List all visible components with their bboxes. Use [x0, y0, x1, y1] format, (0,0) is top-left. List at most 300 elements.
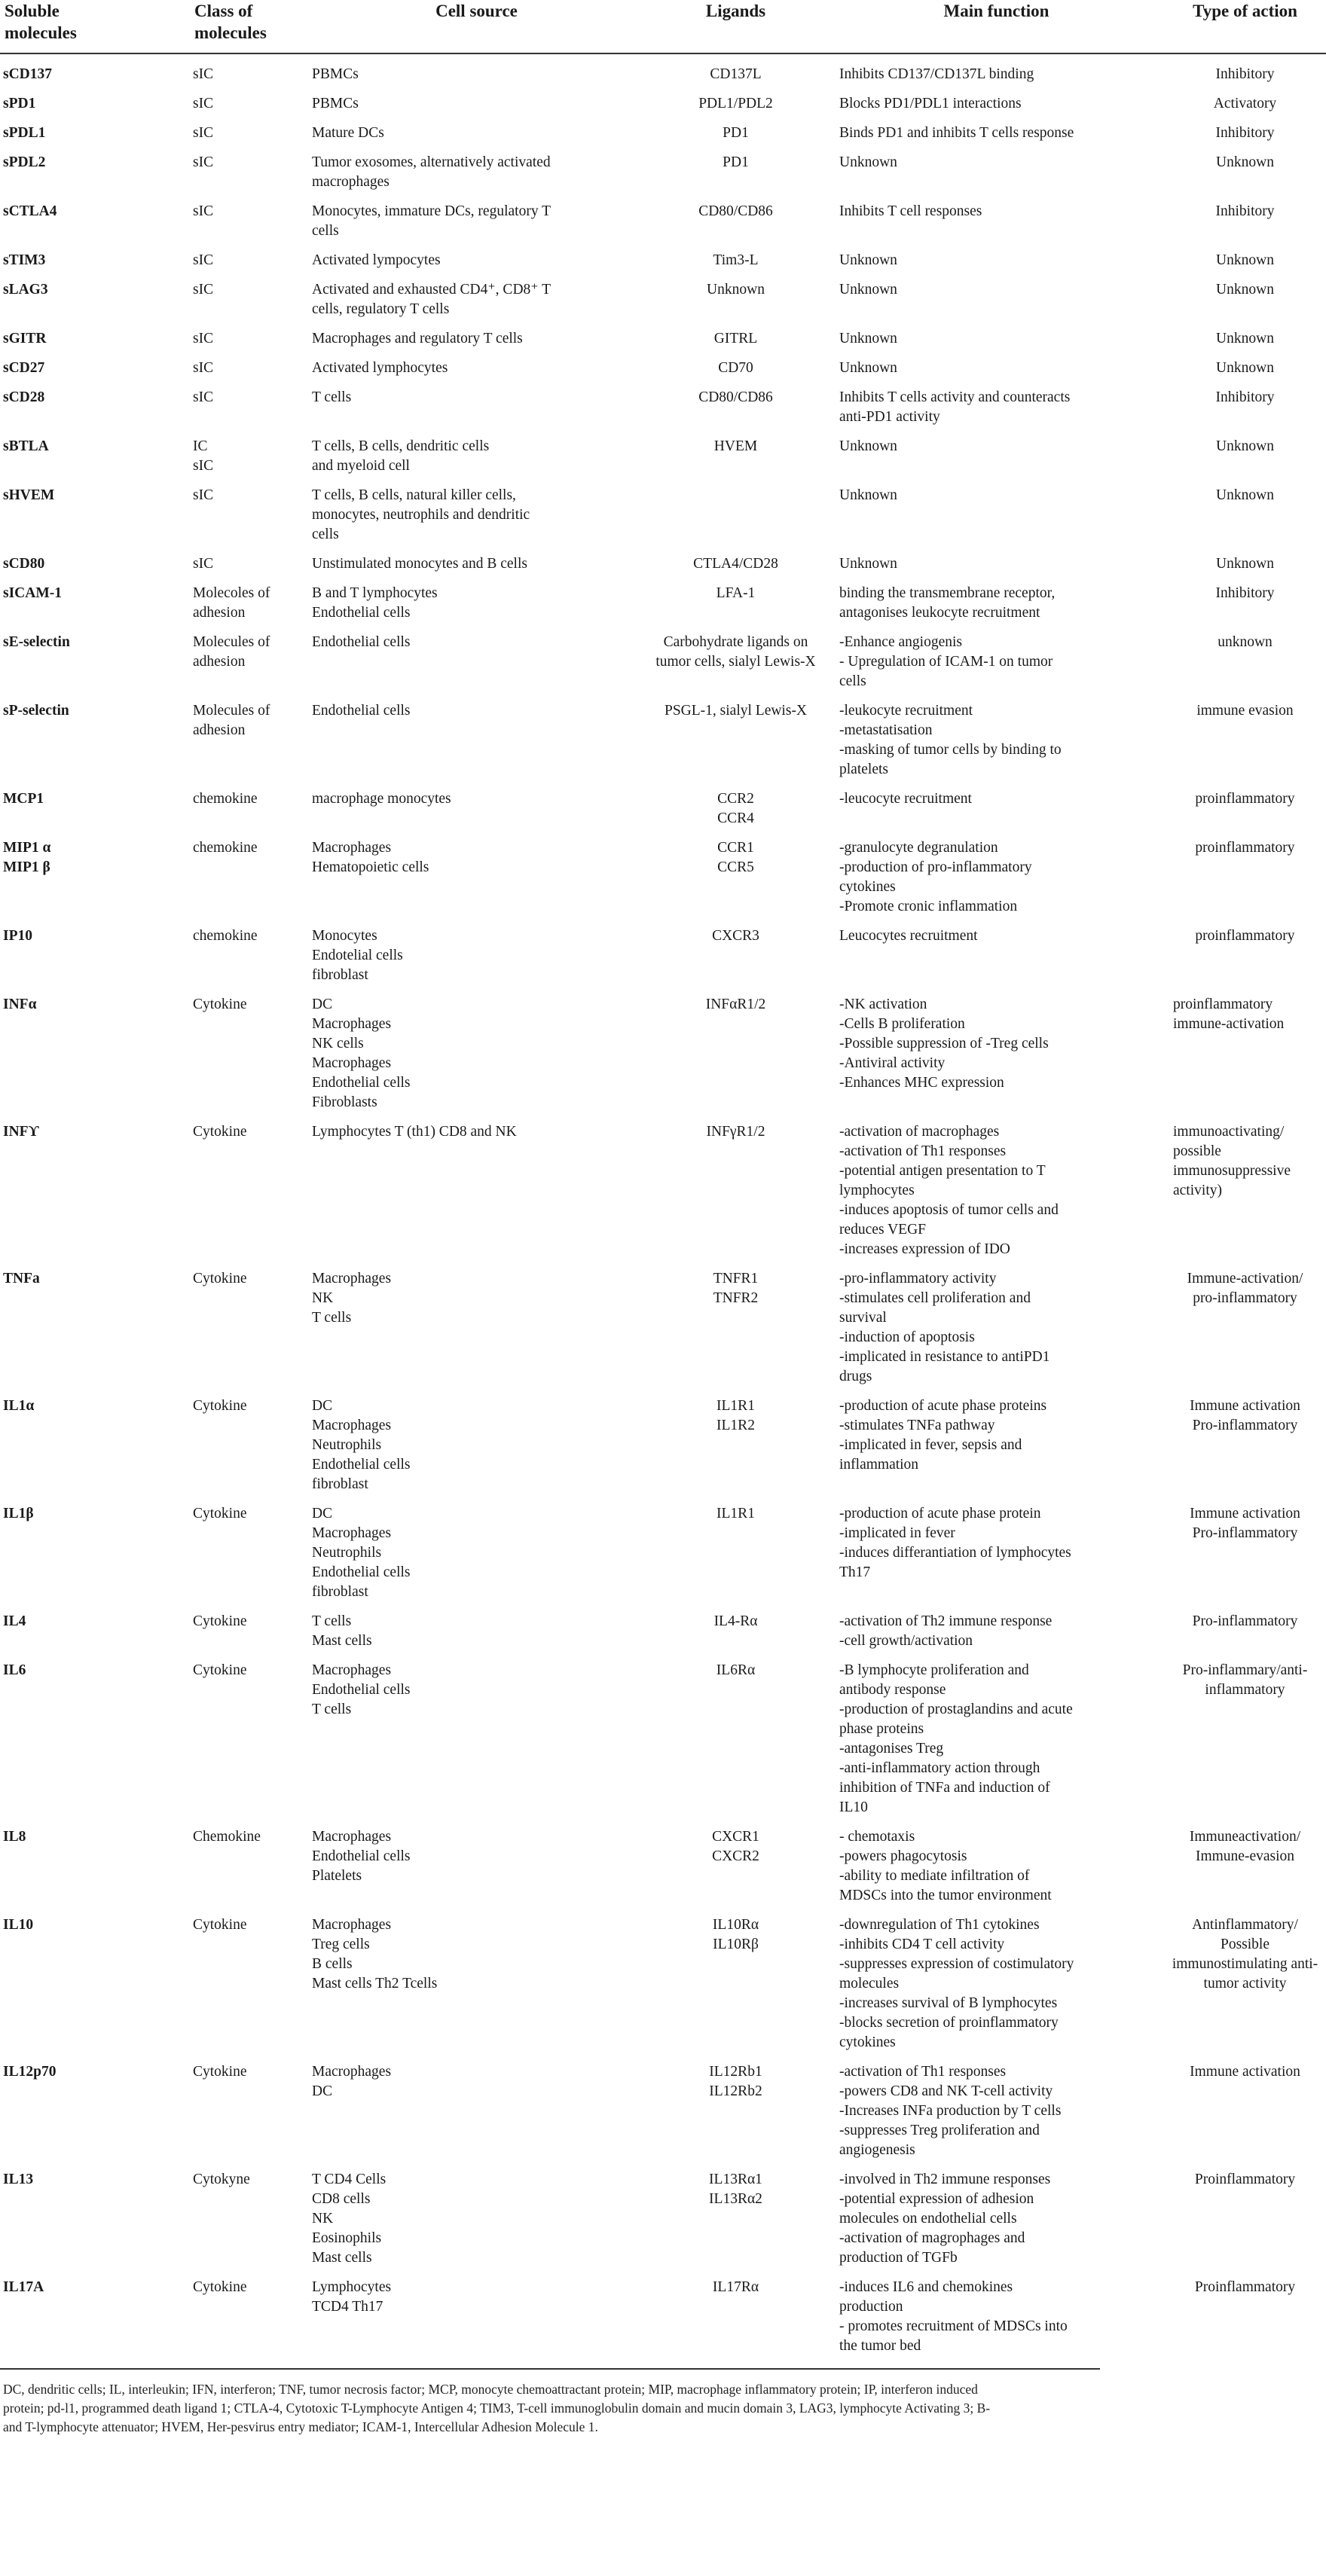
- main-function-cell: [829, 92, 1164, 121]
- main-function-cell-line: -powers CD8 and NK T-cell activity: [839, 2083, 1053, 2099]
- class-cell-line: sIC: [193, 203, 214, 219]
- main-function-cell: [829, 2168, 1164, 2275]
- molecule-name: IL12p70: [3, 2064, 57, 2080]
- main-function-cell-line: antagonises leukocyte recruitment: [839, 605, 1040, 621]
- cell-source-cell-line: DC: [312, 1506, 333, 1521]
- cell-source-cell-line: T cells: [312, 1310, 352, 1326]
- type-of-action-cell: [1164, 1502, 1326, 1610]
- cell-source-cell: [310, 151, 643, 200]
- cell-source-cell: [310, 630, 643, 699]
- header-ligands: Ligands: [643, 0, 829, 53]
- cell-source-cell-line: NK: [312, 2211, 334, 2227]
- type-of-action-cell: [1164, 278, 1326, 327]
- type-of-action-cell-line: Unknown: [1216, 282, 1274, 298]
- cell-source-cell-line: Endothelial cells: [312, 1564, 411, 1580]
- type-of-action-cell-line: Unknown: [1216, 438, 1274, 454]
- main-function-cell-line: -Possible suppression of -Treg cells: [839, 1036, 1049, 1051]
- cell-source-cell: [310, 356, 643, 386]
- main-function-cell-line: antibody response: [839, 1682, 946, 1698]
- class-cell: [190, 2168, 310, 2275]
- cell-source-cell-line: Monocytes: [312, 928, 377, 944]
- ligands-cell-line: CD137L: [710, 66, 762, 82]
- molecule-cell: [0, 484, 190, 552]
- main-function-cell-line: inhibition of TNFa and induction of: [839, 1780, 1050, 1796]
- class-cell: [190, 552, 310, 581]
- class-cell: [190, 993, 310, 1120]
- ligands-cell: [643, 787, 829, 836]
- type-of-action-cell: [1164, 356, 1326, 386]
- main-function-cell: [829, 787, 1164, 836]
- molecule-name: IL6: [3, 1662, 26, 1678]
- class-cell-line: chemokine: [193, 928, 258, 944]
- cell-source-cell-line: T cells, B cells, dendritic cells: [312, 438, 490, 454]
- main-function-cell: [829, 356, 1164, 386]
- cell-source-cell-line: Macrophages: [312, 1829, 392, 1845]
- table-row: [0, 1502, 1326, 1610]
- class-cell-line: Cytokine: [193, 1917, 247, 1933]
- ligands-cell: [643, 53, 829, 92]
- table-header: [0, 0, 1326, 53]
- cell-source-cell: [310, 699, 643, 787]
- class-cell: [190, 1913, 310, 2060]
- type-of-action-cell-line: Immune activation: [1190, 1398, 1300, 1414]
- cell-source-cell: [310, 200, 643, 249]
- main-function-cell-line: anti-PD1 activity: [839, 409, 940, 425]
- main-function-cell-line: Inhibits T cell responses: [839, 203, 982, 219]
- cell-source-cell: [310, 249, 643, 278]
- molecule-name: MIP1 β: [3, 859, 50, 875]
- type-of-action-cell: [1164, 552, 1326, 581]
- class-cell-line: chemokine: [193, 840, 258, 856]
- molecule-cell: [0, 630, 190, 699]
- ligands-cell: [643, 327, 829, 356]
- cell-source-cell: [310, 278, 643, 327]
- ligands-cell: [643, 1913, 829, 2060]
- type-of-action-cell-line: Activatory: [1213, 96, 1277, 111]
- main-function-cell-line: -induction of apoptosis: [839, 1329, 975, 1345]
- type-of-action-cell-line: Unknown: [1216, 252, 1274, 268]
- type-of-action-cell-line: Pro-inflammatory: [1192, 1525, 1298, 1541]
- ligands-cell-line: PSGL-1, sialyl Lewis-X: [664, 703, 808, 719]
- type-of-action-cell: [1164, 630, 1326, 699]
- main-function-cell-line: -activation of Th1 responses: [839, 1143, 1007, 1159]
- cell-source-cell-line: DC: [312, 2083, 333, 2099]
- ligands-cell-line: PD1: [723, 154, 749, 170]
- type-of-action-cell-line: proinflammatory: [1195, 840, 1295, 856]
- main-function-cell-line: -Cells B proliferation: [839, 1016, 965, 1032]
- cell-source-cell: [310, 993, 643, 1120]
- ligands-cell: [643, 1610, 829, 1659]
- main-function-cell-line: cytokines: [839, 879, 896, 895]
- class-cell: [190, 1502, 310, 1610]
- class-cell-line: IC: [193, 438, 208, 454]
- table-row: [0, 2060, 1326, 2168]
- type-of-action-cell-line: Immune-evasion: [1195, 1848, 1295, 1864]
- cell-source-cell-line: Macrophages: [312, 1055, 392, 1071]
- main-function-cell: [829, 1394, 1164, 1502]
- type-of-action-cell: [1164, 386, 1326, 435]
- main-function-cell-line: -blocks secretion of proinflammatory: [839, 2015, 1059, 2031]
- molecule-name: IL17A: [3, 2279, 44, 2295]
- ligands-cell-line: CXCR1: [712, 1829, 759, 1845]
- molecule-cell: [0, 151, 190, 200]
- main-function-cell-line: -activation of macrophages: [839, 1124, 1000, 1140]
- type-of-action-cell: [1164, 484, 1326, 552]
- main-function-cell-line: -involved in Th2 immune responses: [839, 2172, 1051, 2187]
- class-cell: [190, 278, 310, 327]
- class-cell: [190, 1659, 310, 1825]
- cell-source-cell-line: Macrophages: [312, 1016, 392, 1032]
- table-row: [0, 484, 1326, 552]
- main-function-cell-line: -production of acute phase proteins: [839, 1398, 1047, 1414]
- ligands-cell-line: CXCR2: [712, 1848, 759, 1864]
- main-function-cell: [829, 1913, 1164, 2060]
- type-of-action-cell: [1164, 581, 1326, 630]
- ligands-cell-line: PDL1/PDL2: [698, 96, 773, 111]
- cell-source-cell-line: Endothelial cells: [312, 703, 411, 719]
- type-of-action-cell-line: activity): [1173, 1183, 1222, 1198]
- class-cell-line: Cytokine: [193, 1124, 247, 1140]
- main-function-cell: [829, 249, 1164, 278]
- molecule-cell: [0, 1502, 190, 1610]
- ligands-cell: [643, 1120, 829, 1267]
- molecule-name: IL1α: [3, 1398, 35, 1414]
- cell-source-cell-line: Tumor exosomes, alternatively activated: [312, 154, 551, 170]
- type-of-action-cell: [1164, 2275, 1326, 2364]
- cell-source-cell-line: Activated lympocytes: [312, 252, 441, 268]
- type-of-action-cell: [1164, 1610, 1326, 1659]
- cell-source-cell-line: Endothelial cells: [312, 1075, 411, 1091]
- type-of-action-cell: [1164, 1267, 1326, 1394]
- cell-source-cell: [310, 484, 643, 552]
- class-cell: [190, 787, 310, 836]
- ligands-cell-line: IL10Rβ: [713, 1937, 759, 1952]
- main-function-cell-line: -antagonises Treg: [839, 1741, 944, 1757]
- ligands-cell-line: IL17Rα: [712, 2279, 759, 2295]
- cell-source-cell: [310, 435, 643, 484]
- class-cell: [190, 2060, 310, 2168]
- ligands-cell: [643, 121, 829, 151]
- main-function-cell: [829, 200, 1164, 249]
- ligands-cell: [643, 386, 829, 435]
- cell-source-cell-line: Mast cells: [312, 1633, 372, 1649]
- table-row: [0, 1267, 1326, 1394]
- main-function-cell-line: -Increases INFa production by T cells: [839, 2103, 1062, 2119]
- main-function-cell-line: Blocks PD1/PDL1 interactions: [839, 96, 1022, 111]
- header-molecule-line: Soluble: [5, 2, 60, 20]
- type-of-action-cell: [1164, 993, 1326, 1120]
- footnote-line: DC, dendritic cells; IL, interleukin; IFN, interferon; TNF, tumor necrosis factor; MCP, monocyte chemoattractant protein; MIP, macrophage inflammatory protein; IP, interferon induced: [3, 2382, 978, 2397]
- main-function-cell: [829, 630, 1164, 699]
- ligands-cell-line: LFA-1: [716, 585, 756, 601]
- ligands-cell-line: CD80/CD86: [698, 203, 773, 219]
- table-row: [0, 1120, 1326, 1267]
- main-function-cell: [829, 1502, 1164, 1610]
- molecule-cell: [0, 200, 190, 249]
- cell-source-cell: [310, 581, 643, 630]
- table-row: [0, 552, 1326, 581]
- class-cell-line: sIC: [193, 487, 214, 503]
- class-cell-line: sIC: [193, 125, 214, 141]
- type-of-action-cell: [1164, 1394, 1326, 1502]
- class-cell: [190, 121, 310, 151]
- type-of-action-cell-line: Inhibitory: [1215, 203, 1275, 219]
- class-cell-line: Cytokine: [193, 1398, 247, 1414]
- class-cell-line: sIC: [193, 154, 214, 170]
- type-of-action-cell-line: Inhibitory: [1215, 125, 1275, 141]
- cell-source-cell-line: Mast cells: [312, 2250, 372, 2266]
- table-footnote: [0, 2368, 1100, 2437]
- type-of-action-cell-line: Immune-activation/: [1187, 1271, 1303, 1286]
- molecule-name: sTIM3: [3, 252, 46, 268]
- main-function-cell-line: the tumor bed: [839, 2338, 921, 2354]
- ligands-cell-line: GITRL: [713, 331, 758, 346]
- cell-source-cell-line: T cells: [312, 389, 352, 405]
- cell-source-cell: [310, 327, 643, 356]
- class-cell-line: sIC: [193, 96, 214, 111]
- footnote-line: and T-lymphocyte attenuator; HVEM, Her-pesvirus entry mediator; ICAM-1, Intercellular Adhesion Molecule 1.: [3, 2419, 598, 2434]
- type-of-action-cell-line: Inhibitory: [1215, 66, 1275, 82]
- molecule-cell: [0, 993, 190, 1120]
- cell-source-cell-line: Eosinophils: [312, 2230, 382, 2246]
- cell-source-cell-line: DC: [312, 997, 333, 1012]
- cell-source-cell-line: DC: [312, 1398, 333, 1414]
- ligands-cell-line: CD70: [718, 360, 753, 376]
- class-cell-line: sIC: [193, 556, 214, 572]
- main-function-cell-line: Unknown: [839, 252, 897, 268]
- molecule-cell: [0, 699, 190, 787]
- header-molecule: [0, 0, 190, 53]
- molecule-name: sCD28: [3, 389, 45, 405]
- class-cell: [190, 249, 310, 278]
- main-function-cell-line: survival: [839, 1310, 887, 1326]
- cell-source-cell: [310, 1502, 643, 1610]
- cell-source-cell-line: Neutrophils: [312, 1545, 382, 1561]
- main-function-cell-line: -leucocyte recruitment: [839, 791, 972, 807]
- main-function-cell-line: -induces apoptosis of tumor cells and: [839, 1202, 1059, 1218]
- main-function-cell-line: Unknown: [839, 360, 897, 376]
- class-cell: [190, 2275, 310, 2364]
- ligands-cell: [643, 630, 829, 699]
- main-function-cell: [829, 993, 1164, 1120]
- main-function-cell-line: -anti-inflammatory action through: [839, 1760, 1040, 1776]
- class-cell-line: Cytokine: [193, 1662, 247, 1678]
- ligands-cell-line: HVEM: [713, 438, 758, 454]
- main-function-cell-line: -suppresses expression of costimulatory: [839, 1956, 1074, 1972]
- class-cell: [190, 1825, 310, 1913]
- main-function-cell-line: -activation of magrophages and: [839, 2230, 1025, 2246]
- table-row: [0, 249, 1326, 278]
- cell-source-cell: [310, 552, 643, 581]
- cell-source-cell-line: Endotelial cells: [312, 948, 403, 963]
- cell-source-cell: [310, 1267, 643, 1394]
- class-cell: [190, 327, 310, 356]
- main-function-cell: [829, 484, 1164, 552]
- molecule-name: MCP1: [3, 791, 44, 807]
- cell-source-cell-line: Mast cells Th2 Tcells: [312, 1976, 438, 1992]
- cell-source-cell-line: Unstimulated monocytes and B cells: [312, 556, 527, 572]
- type-of-action-cell-line: Proinflammatory: [1194, 2279, 1296, 2295]
- cell-source-cell: [310, 1913, 643, 2060]
- ligands-cell: [643, 278, 829, 327]
- main-function-cell-line: phase proteins: [839, 1721, 924, 1737]
- type-of-action-cell-line: Unknown: [1216, 360, 1274, 376]
- main-function-cell: [829, 2060, 1164, 2168]
- main-function-cell-line: - promotes recruitment of MDSCs into: [839, 2318, 1068, 2334]
- main-function-cell-line: Unknown: [839, 331, 897, 346]
- main-function-cell: [829, 278, 1164, 327]
- cell-source-cell-line: macrophage monocytes: [312, 791, 451, 807]
- cell-source-cell-line: CD8 cells: [312, 2191, 371, 2207]
- main-function-cell-line: -stimulates cell proliferation and: [839, 1290, 1031, 1306]
- main-function-cell-line: Unknown: [839, 282, 897, 298]
- table-row: [0, 2168, 1326, 2275]
- main-function-cell-line: drugs: [839, 1369, 872, 1384]
- type-of-action-cell: [1164, 53, 1326, 92]
- main-function-cell: [829, 386, 1164, 435]
- type-of-action-cell-line: tumor activity: [1203, 1976, 1287, 1992]
- cell-source-cell-line: Macrophages: [312, 1917, 392, 1933]
- ligands-cell-line: INFγR1/2: [706, 1124, 765, 1140]
- class-cell-line: Cytokine: [193, 2064, 247, 2080]
- table-row: [0, 92, 1326, 121]
- type-of-action-cell: [1164, 699, 1326, 787]
- type-of-action-cell-line: Pro-inflammary/anti-: [1182, 1662, 1308, 1678]
- main-function-cell-line: molecules: [839, 1976, 900, 1992]
- cell-source-cell-line: Lymphocytes: [312, 2279, 392, 2295]
- main-function-cell: [829, 1120, 1164, 1267]
- cell-source-cell-line: Macrophages: [312, 840, 392, 856]
- main-function-cell-line: production of TGFb: [839, 2250, 958, 2266]
- type-of-action-cell-line: immune evasion: [1196, 703, 1294, 719]
- main-function-cell-line: -potential antigen presentation to T: [839, 1163, 1046, 1179]
- main-function-cell-line: -increases survival of B lymphocytes: [839, 1995, 1058, 2011]
- molecule-cell: [0, 2060, 190, 2168]
- main-function-cell: [829, 327, 1164, 356]
- cell-source-cell-line: Mature DCs: [312, 125, 384, 141]
- main-function-cell-line: production: [839, 2299, 903, 2315]
- cell-source-cell-line: Macrophages: [312, 1662, 392, 1678]
- class-cell-line: adhesion: [193, 605, 246, 621]
- main-function-cell-line: reduces VEGF: [839, 1222, 926, 1238]
- molecule-name: sE-selectin: [3, 634, 70, 650]
- cell-source-cell-line: Endothelial cells: [312, 605, 411, 621]
- ligands-cell-line: IL1R1: [716, 1398, 755, 1414]
- class-cell: [190, 1394, 310, 1502]
- cell-source-cell: [310, 2275, 643, 2364]
- main-function-cell: [829, 1659, 1164, 1825]
- type-of-action-cell-line: Unknown: [1216, 487, 1274, 503]
- header-cell-source: Cell source: [310, 0, 643, 53]
- type-of-action-cell: [1164, 92, 1326, 121]
- molecule-name: IL13: [3, 2172, 34, 2187]
- main-function-cell-line: Binds PD1 and inhibits T cells response: [839, 125, 1074, 141]
- ligands-cell: [643, 2168, 829, 2275]
- class-cell-line: Molecules of: [193, 634, 270, 650]
- class-cell-line: sIC: [193, 389, 214, 405]
- ligands-cell-line: Tim3-L: [713, 252, 759, 268]
- molecule-name: sCTLA4: [3, 203, 57, 219]
- main-function-cell: [829, 53, 1164, 92]
- type-of-action-cell-line: immunoactivating/: [1173, 1124, 1285, 1140]
- main-function-cell-line: molecules on endothelial cells: [839, 2211, 1017, 2227]
- molecule-name: sCD80: [3, 556, 45, 572]
- molecule-name: MIP1 α: [3, 840, 51, 856]
- main-function-cell-line: -Promote cronic inflammation: [839, 899, 1018, 914]
- cell-source-cell-line: B cells: [312, 1956, 353, 1972]
- type-of-action-cell-line: Unknown: [1216, 556, 1274, 572]
- cell-source-cell-line: Lymphocytes T (th1) CD8 and NK: [312, 1124, 517, 1140]
- cell-source-cell-line: cells: [312, 223, 339, 239]
- ligands-cell: [643, 836, 829, 924]
- class-cell: [190, 484, 310, 552]
- molecule-cell: [0, 278, 190, 327]
- type-of-action-cell-line: Immuneactivation/: [1189, 1829, 1301, 1845]
- type-of-action-cell: [1164, 1659, 1326, 1825]
- type-of-action-cell-line: Unknown: [1216, 331, 1274, 346]
- table-row: [0, 356, 1326, 386]
- main-function-cell-line: -production of acute phase protein: [839, 1506, 1041, 1521]
- main-function-cell-line: - Upregulation of ICAM-1 on tumor: [839, 654, 1053, 670]
- header-type-of-action: Type of action: [1164, 0, 1326, 53]
- molecule-cell: [0, 435, 190, 484]
- ligands-cell-line: IL4-Rα: [713, 1613, 758, 1629]
- molecule-name: sPDL2: [3, 154, 46, 170]
- cell-source-cell-line: T cells: [312, 1613, 352, 1629]
- type-of-action-cell-line: inflammatory: [1205, 1682, 1285, 1698]
- table-row: [0, 1610, 1326, 1659]
- class-cell: [190, 630, 310, 699]
- main-function-cell-line: -implicated in fever: [839, 1525, 955, 1541]
- ligands-cell-line: IL1R1: [716, 1506, 755, 1521]
- main-function-cell-line: Unknown: [839, 154, 897, 170]
- main-function-cell-line: -induces differantiation of lymphocytes: [839, 1545, 1071, 1561]
- main-function-cell-line: -B lymphocyte proliferation and: [839, 1662, 1029, 1678]
- main-function-cell-line: -leukocyte recruitment: [839, 703, 973, 719]
- ligands-cell-line: Carbohydrate ligands on: [663, 634, 808, 650]
- main-function-cell-line: Th17: [839, 1564, 871, 1580]
- cell-source-cell: [310, 1659, 643, 1825]
- class-cell: [190, 386, 310, 435]
- molecule-cell: [0, 249, 190, 278]
- molecule-name: TNFa: [3, 1271, 40, 1286]
- table-row: [0, 278, 1326, 327]
- ligands-cell-line: CCR2: [717, 791, 754, 807]
- cell-source-cell-line: Platelets: [312, 1868, 362, 1884]
- molecule-name: sBTLA: [3, 438, 49, 454]
- class-cell-line: Cytokine: [193, 997, 247, 1012]
- class-cell: [190, 1267, 310, 1394]
- table-row: [0, 630, 1326, 699]
- main-function-cell-line: -activation of Th2 immune response: [839, 1613, 1053, 1629]
- main-function-cell-line: Leucocytes recruitment: [839, 928, 978, 944]
- type-of-action-cell-line: Unknown: [1216, 154, 1274, 170]
- class-cell: [190, 1610, 310, 1659]
- type-of-action-cell: [1164, 249, 1326, 278]
- table-row: [0, 581, 1326, 630]
- cell-source-cell-line: Activated and exhausted CD4⁺, CD8⁺ T: [312, 282, 551, 298]
- type-of-action-cell-line: pro-inflammatory: [1193, 1290, 1297, 1306]
- table-row: [0, 924, 1326, 993]
- class-cell-line: Chemokine: [193, 1829, 261, 1845]
- cell-source-cell: [310, 836, 643, 924]
- class-cell-line: sIC: [193, 66, 214, 82]
- molecule-name: IL1β: [3, 1506, 34, 1521]
- ligands-cell: [643, 200, 829, 249]
- cell-source-cell-line: Macrophages and regulatory T cells: [312, 331, 523, 346]
- cell-source-cell-line: T cells: [312, 1702, 352, 1717]
- type-of-action-cell: [1164, 2168, 1326, 2275]
